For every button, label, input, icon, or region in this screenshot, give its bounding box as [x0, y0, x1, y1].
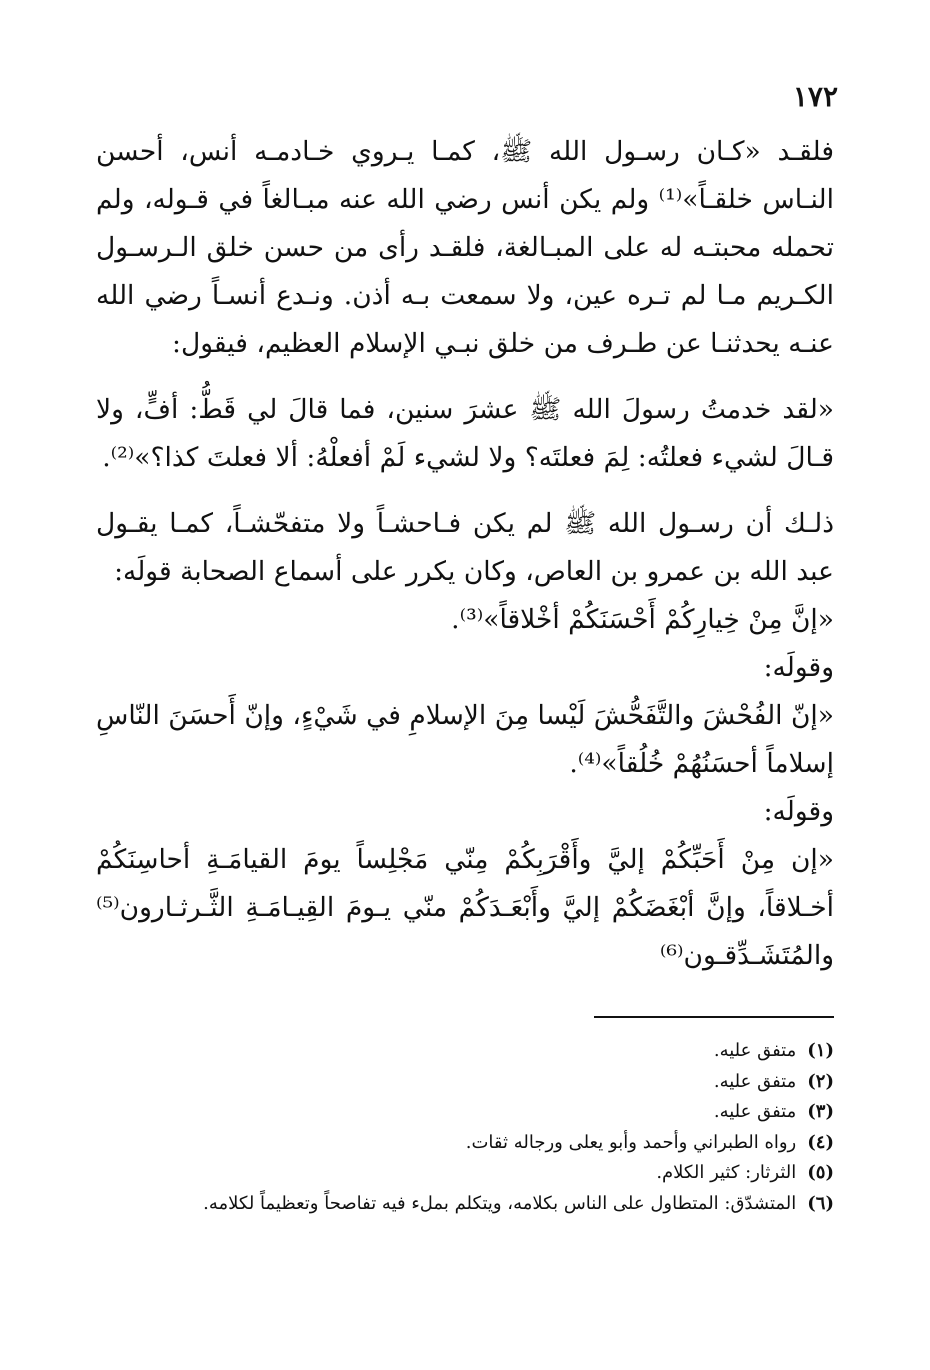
hadith-quote: «إنَّ مِنْ خِيارِكُمْ أَحْسَنَكُمْ أخْلاقاً»⁽³⁾. — [451, 604, 834, 635]
footnote-text: الثرثار: كثير الكلام. — [656, 1162, 797, 1183]
footnote-number: (٢) — [807, 1070, 834, 1092]
footnote-text: متفق عليه. — [713, 1040, 797, 1061]
footnote-number: (٤) — [807, 1131, 834, 1153]
hadith-quote: «لقد خدمتُ رسولَ الله ﷺ عشرَ سنين، فما قالَ لي قَطُّ: أفٍّ، ولا قـالَ لشيء فعلتُه: لِمَ فعلتَه؟ ولا لشيء لَمْ أفعلْهُ: ألا فعلتَ كذا؟»⁽²⁾. — [96, 394, 834, 473]
footnote — [96, 1158, 834, 1189]
footnote — [96, 1097, 834, 1128]
footnote — [96, 1036, 834, 1067]
paragraph: وقولَه: — [763, 652, 834, 683]
footnote-number: (٣) — [807, 1101, 834, 1122]
hadith-quote: «إن مِنْ أَحَبِّكُمْ إليَّ وأَقْرَبِكُمْ مِنّي مَجْلِساً يومَ القيامَـةِ أحاسِنَكُمْ أخـلاقاً، وإنَّ أبْغَضَكُمْ إليَّ وأَبْعَـدَكُمْ منّي يـومَ القِيـامَـةِ الثَّـرثـارون⁽⁵⁾ والمُتَشَـدِّقـون⁽⁶⁾ — [96, 844, 834, 971]
footnote — [96, 1067, 834, 1098]
hadith-quote: «إنّ الفُحْشَ والتَّفَحُّشَ لَيْسا مِنَ الإسلامِ في شَيْءٍ، وإنّ أَحسَنَ النّاسِ إسلاماً أحسَنُهُمْ خُلُقاً»⁽⁴⁾. — [96, 700, 834, 779]
footnote-number: (١) — [807, 1040, 834, 1061]
main-text — [96, 128, 834, 980]
footnote-divider — [594, 1016, 834, 1018]
footnote-number: (٥) — [807, 1162, 834, 1183]
paragraph: وقولَه: — [763, 796, 834, 827]
footnote-number: (٦) — [807, 1192, 834, 1214]
page-number: ١٧٢ — [792, 80, 838, 113]
paragraph: فلقـد «كـان رسـول الله ﷺ، كمـا يـروي خـادمـه أنس، أحسن النـاس خلقـاً»⁽¹⁾ ولم يكن أنس رضي الله عنه مبـالغاً في قـوله، ولم تحمله محبتـه له على المبـالغة، فلقـد رأى من حسن خلق الـرسـول الكـريم مـا لم تـره عين، ولا سمعت بـه أذن. ونـدع أنسـاً رضي الله عنـه يحدثنـا عن طـرف من خلق نبـي الإسلام العظيم، فيقول: — [96, 136, 834, 359]
footnote-text: متفق عليه. — [713, 1101, 797, 1122]
footnote — [96, 1189, 834, 1220]
footnote — [96, 1128, 834, 1159]
footnote-text: متفق عليه. — [713, 1070, 797, 1092]
paragraph: ذلـك أن رسـول الله ﷺ لم يكن فـاحشـاً ولا متفحّشـاً، كمـا يقـول عبد الله بن عمرو بن العاص، وكان يكرر على أسماع الصحابة قولَه: — [96, 508, 834, 587]
footnote-text: المتشدّق: المتطاول على الناس بكلامه، ويتكلم بملء فيه تفاصحاً وتعظيماً لكلامه. — [203, 1192, 797, 1214]
footnotes — [96, 1036, 834, 1219]
footnote-text: رواه الطبراني وأحمد وأبو يعلى ورجاله ثقات. — [465, 1131, 797, 1153]
